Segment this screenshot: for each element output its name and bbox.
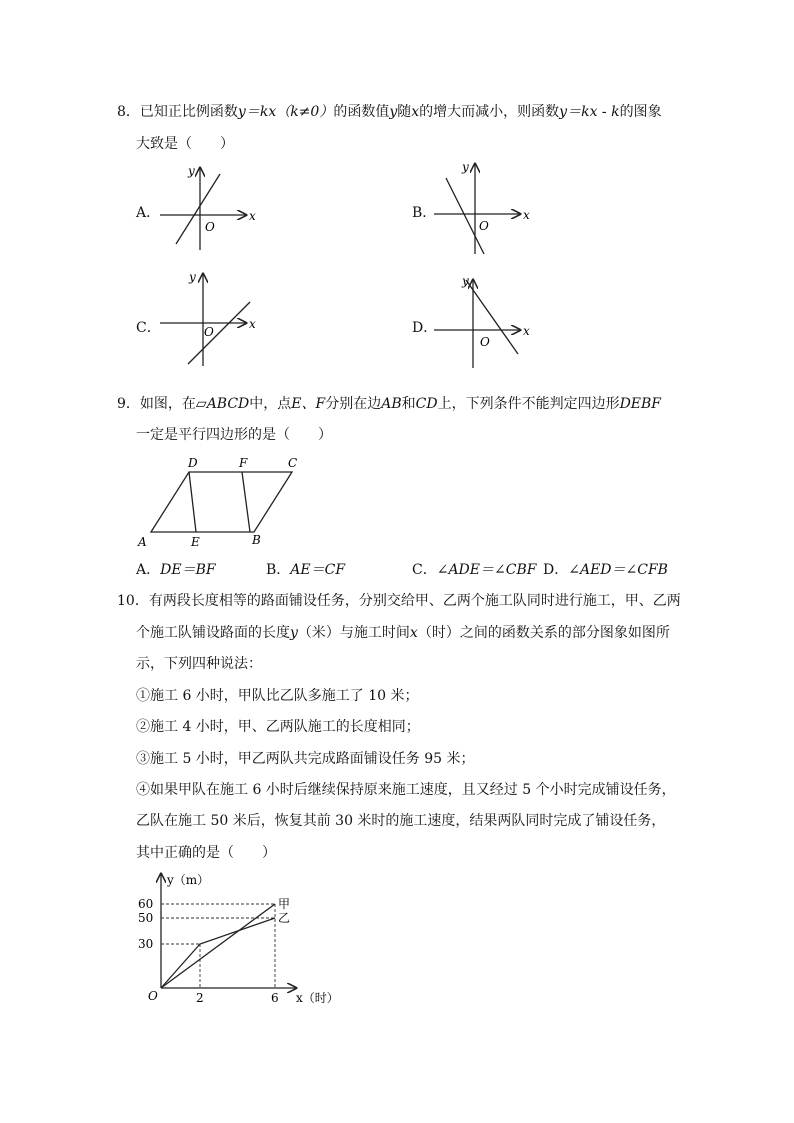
- segment-fb: [242, 472, 250, 532]
- q9-parallelogram-symbol: ▱ABCD: [195, 396, 250, 412]
- point-a-label: A: [138, 535, 147, 549]
- q10-statement-3: ③施工 5 小时，甲乙两队共完成路面铺设任务 95 米；: [136, 751, 475, 767]
- y-axis-label: y: [189, 270, 196, 284]
- point-e-label: E: [191, 535, 200, 549]
- y-tick-30: 30: [138, 937, 154, 951]
- series-label-yi: 乙: [278, 911, 291, 925]
- q8-text: 8．已知正比例函数: [117, 104, 238, 120]
- q8-option-b-label: B．: [412, 205, 437, 221]
- q9-points: E、F: [291, 396, 326, 412]
- function-line: [188, 302, 250, 364]
- q8-text: 的图象: [619, 104, 662, 120]
- q9-quadrilateral: DEBF: [619, 396, 662, 412]
- q8-option-d-graph: [432, 272, 542, 372]
- point-d-label: D: [188, 456, 198, 470]
- function-line: [446, 178, 484, 254]
- x-axis-label: x: [523, 324, 530, 338]
- q9-text: 9．如图，在: [117, 396, 196, 412]
- q9-option-c: C．∠ADE＝∠CBF: [412, 562, 537, 578]
- q8-formula: y＝kx - k: [559, 104, 620, 120]
- x-axis-label: x（时）: [296, 991, 339, 1005]
- y-axis-label: y: [188, 164, 195, 178]
- x-tick-6: 6: [271, 991, 279, 1005]
- q10-question: 其中正确的是（ ）: [136, 845, 276, 861]
- q9-parallelogram-figure: [134, 452, 314, 552]
- q8-option-b-graph: [432, 158, 542, 258]
- q9-options: [136, 560, 668, 580]
- q10-line3: 示，下列四种说法：: [136, 656, 262, 672]
- q8-var-y: y: [389, 104, 398, 120]
- q10-line1: 10．有两段长度相等的路面铺设任务，分别交给甲、乙两个施工队同时进行施工，甲、乙两: [117, 593, 681, 609]
- series-label-jia: 甲: [278, 897, 291, 911]
- q9-option-d: D．∠AED＝∠CFB: [543, 562, 668, 578]
- q10-statement-4-cont: 乙队在施工 50 米后，恢复其前 30 米时的施工速度，结果两队同时完成了铺设任务，: [136, 813, 666, 829]
- q9-text: 分别在边: [325, 396, 382, 412]
- q8-text: 随: [397, 104, 412, 120]
- segment-de: [189, 472, 196, 532]
- series-jia: [161, 904, 275, 988]
- origin-label: O: [204, 325, 214, 339]
- q8-formula: y＝kx（k≠0）: [237, 104, 334, 120]
- y-axis-label: y: [462, 160, 469, 174]
- q8-option-a-label: A．: [136, 205, 161, 221]
- q8-option-d-label: D．: [412, 320, 438, 336]
- q9-text: 和: [401, 396, 416, 412]
- y-axis-label: y: [462, 274, 469, 288]
- q8-line2: 大致是（ ）: [136, 136, 234, 152]
- origin-label: O: [480, 335, 490, 349]
- point-f-label: F: [239, 456, 248, 470]
- q8-text: 的函数值: [333, 104, 390, 120]
- point-c-label: C: [288, 456, 298, 470]
- series-yi: [161, 918, 275, 988]
- q8-line1: [117, 102, 662, 122]
- y-tick-60: 60: [138, 897, 154, 911]
- origin-label: O: [148, 989, 158, 1003]
- q9-option-a: A．DE＝BF: [136, 562, 216, 578]
- point-b-label: B: [252, 533, 261, 547]
- q10-statement-4: ④如果甲队在施工 6 小时后继续保持原来施工速度，且又经过 5 个小时完成铺设任务，: [136, 782, 676, 798]
- x-axis-label: x: [249, 209, 256, 223]
- x-axis-label: x: [249, 317, 256, 331]
- parallelogram-abcd: [151, 472, 292, 532]
- q10-statement-1: ①施工 6 小时，甲队比乙队多施工了 10 米；: [136, 688, 419, 704]
- y-tick-50: 50: [138, 911, 154, 925]
- q8-option-c-graph: [158, 268, 268, 368]
- q9-side: AB: [381, 396, 402, 412]
- function-line: [466, 280, 518, 354]
- q9-side: CD: [415, 396, 438, 412]
- q8-var-x: x: [411, 104, 420, 120]
- y-axis-label: y（m）: [167, 873, 210, 887]
- x-axis-label: x: [523, 208, 530, 222]
- q9-line2: 一定是平行四边形的是（ ）: [136, 427, 332, 443]
- q10-statement-2: ②施工 4 小时，甲、乙两队施工的长度相同；: [136, 719, 420, 735]
- q8-text: 的增大而减小，则函数: [419, 104, 560, 120]
- q10-function-graph: [136, 868, 346, 1008]
- q8-option-c-label: C．: [136, 320, 161, 336]
- q8-option-a-graph: [158, 162, 268, 252]
- origin-label: O: [479, 219, 489, 233]
- q9-text: 中，点: [249, 396, 292, 412]
- origin-label: O: [205, 220, 215, 234]
- x-tick-2: 2: [196, 991, 204, 1005]
- q10-line2: 个施工队铺设路面的长度y（米）与施工时间x（时）之间的函数关系的部分图象如图所: [136, 625, 670, 641]
- q9-text: 上，下列条件不能判定四边形: [437, 396, 620, 412]
- q9-line1: [117, 394, 661, 414]
- q9-option-b: B．AE＝CF: [266, 562, 346, 578]
